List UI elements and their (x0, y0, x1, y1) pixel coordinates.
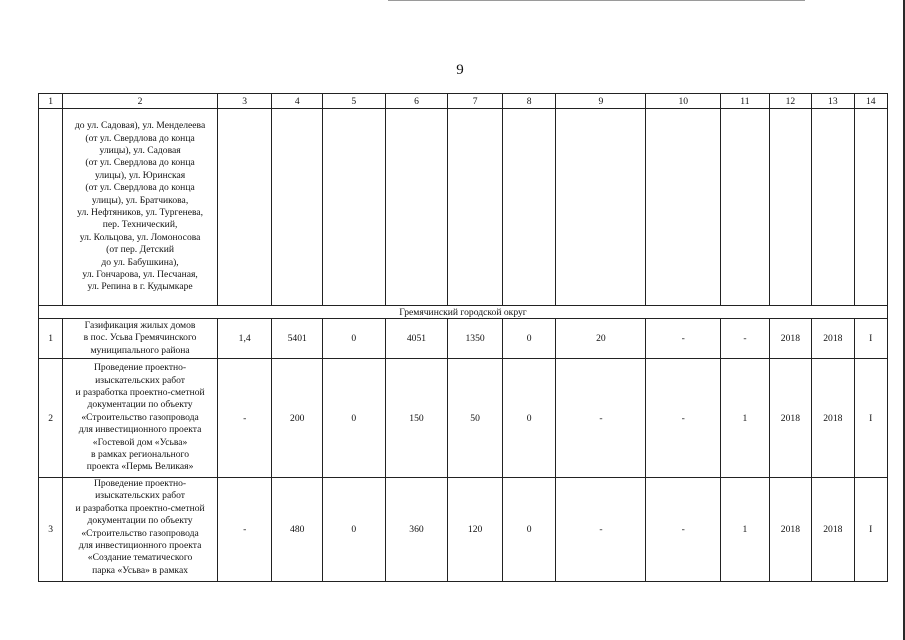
table-cell: - (217, 359, 272, 478)
description-line: до ул. Садовая), ул. Менделеева (74, 120, 206, 132)
header-cell: 4 (272, 94, 323, 109)
description-line: муниципального района (90, 344, 190, 356)
description-line: ул. Гончарова, ул. Песчаная, (82, 269, 198, 281)
description-line: в рамках регионального (91, 449, 190, 461)
table-cell: - (646, 319, 721, 359)
section-row (39, 306, 888, 319)
table-cell: - (556, 359, 646, 478)
table-cell (39, 109, 63, 306)
header-cell: 13 (812, 94, 854, 109)
description-cell (63, 109, 218, 306)
table-cell (385, 109, 448, 306)
header-cell: 3 (217, 94, 272, 109)
header-cell: 9 (556, 94, 646, 109)
description-line: улицы), ул. Братчикова, (91, 194, 189, 206)
description-line: «Строительство газопровода (81, 527, 199, 539)
table-cell: - (646, 478, 721, 582)
description-line: документации по объекту (87, 399, 193, 411)
table-cell: - (721, 319, 770, 359)
header-cell: 1 (39, 94, 63, 109)
table-cell: I (854, 359, 887, 478)
table-cell: 4051 (385, 319, 448, 359)
continuation-row (39, 109, 888, 306)
description-line: в пос. Усьва Гремячинского (83, 332, 197, 344)
table-cell (272, 109, 323, 306)
description-line: Проведение проектно- (93, 478, 187, 489)
table-cell: 50 (448, 359, 503, 478)
description-line: (от пер. Детский (106, 244, 174, 256)
table-cell: 20 (556, 319, 646, 359)
table-cell: 1 (721, 359, 770, 478)
table-cell: 1 (721, 478, 770, 582)
table-cell: 120 (448, 478, 503, 582)
row-number: 2 (39, 359, 63, 478)
header-cell: 14 (854, 94, 887, 109)
table-cell: 0 (322, 478, 385, 582)
description-line: изыскательских работ (95, 490, 185, 502)
description-cell (63, 319, 218, 359)
table-cell: 2018 (769, 359, 811, 478)
top-edge-line (388, 0, 805, 1)
description-line: улицы), ул. Садовая (99, 144, 181, 156)
description-line: улицы), ул. Юринская (94, 169, 186, 181)
table-row (39, 359, 888, 478)
description-line: ул. Кольцова, ул. Ломоносова (79, 231, 201, 243)
header-cell: 8 (502, 94, 556, 109)
table-cell: 2018 (769, 319, 811, 359)
table-cell: - (646, 359, 721, 478)
table-cell: 2018 (812, 319, 854, 359)
description-line: документации по объекту (87, 515, 193, 527)
header-row (39, 94, 888, 109)
table-cell: 150 (385, 359, 448, 478)
description-line: до ул. Бабушкина), (101, 256, 179, 268)
description-line: для инвестиционного проекта (78, 424, 202, 436)
header-cell: 2 (63, 94, 218, 109)
header-cell: 6 (385, 94, 448, 109)
table-cell: I (854, 319, 887, 359)
table-cell (721, 109, 770, 306)
table-cell (646, 109, 721, 306)
description-line: Газификация жилых домов (84, 319, 196, 331)
table-cell: 480 (272, 478, 323, 582)
description-line: Проведение проектно- (93, 362, 187, 374)
table-cell (854, 109, 887, 306)
header-cell: 7 (448, 94, 503, 109)
table-cell: 0 (502, 478, 556, 582)
table-cell: 2018 (812, 359, 854, 478)
description-line: для инвестиционного проекта (78, 540, 202, 552)
description-line: парка «Усьва» в рамках (92, 564, 189, 576)
header-cell: 12 (769, 94, 811, 109)
description-cell (63, 478, 218, 582)
description-line: (от ул. Свердлова до конца (85, 132, 195, 144)
table-row (39, 319, 888, 359)
description-line: «Гостевой дом «Усьва» (92, 436, 188, 448)
table-cell: 200 (272, 359, 323, 478)
row-number: 1 (39, 319, 63, 359)
row-number: 3 (39, 478, 63, 582)
table-cell: 2018 (812, 478, 854, 582)
table-row (39, 478, 888, 582)
header-cell: 10 (646, 94, 721, 109)
description-line: «Строительство газопровода (81, 411, 199, 423)
table-cell: I (854, 478, 887, 582)
description-line: изыскательских работ (95, 374, 185, 386)
table-cell: - (556, 478, 646, 582)
section-title: Гремячинский городской округ (39, 306, 888, 319)
table-cell: 0 (502, 319, 556, 359)
description-line: проекта «Пермь Великая» (86, 461, 194, 473)
description-line: и разработка проектно-сметной (75, 386, 205, 398)
table-cell: 1,4 (217, 319, 272, 359)
table-cell: 360 (385, 478, 448, 582)
header-cell: 11 (721, 94, 770, 109)
table-cell (502, 109, 556, 306)
description-line: и разработка проектно-сметной (75, 502, 205, 514)
table-cell (556, 109, 646, 306)
table-cell (448, 109, 503, 306)
table-cell: 0 (502, 359, 556, 478)
table-cell: 0 (322, 319, 385, 359)
table-cell: 2018 (769, 478, 811, 582)
page-number: 9 (456, 62, 464, 78)
table-cell (322, 109, 385, 306)
investment-table (38, 93, 888, 582)
description-line: (от ул. Свердлова до конца (85, 182, 195, 194)
description-line: пер. Технический, (102, 219, 178, 231)
table-cell: 5401 (272, 319, 323, 359)
header-cell: 5 (322, 94, 385, 109)
table-cell: 1350 (448, 319, 503, 359)
table-cell (769, 109, 811, 306)
description-line: «Создание тематического (87, 552, 193, 564)
description-cell (63, 359, 218, 478)
table-cell (217, 109, 272, 306)
description-line: ул. Нефтяников, ул. Тургенева, (77, 207, 204, 218)
table-cell: 0 (322, 359, 385, 478)
table-cell: - (217, 478, 272, 582)
table-cell (812, 109, 854, 306)
description-line: ул. Репина в г. Кудымкаре (87, 281, 193, 293)
description-line: (от ул. Свердлова до конца (85, 157, 195, 169)
